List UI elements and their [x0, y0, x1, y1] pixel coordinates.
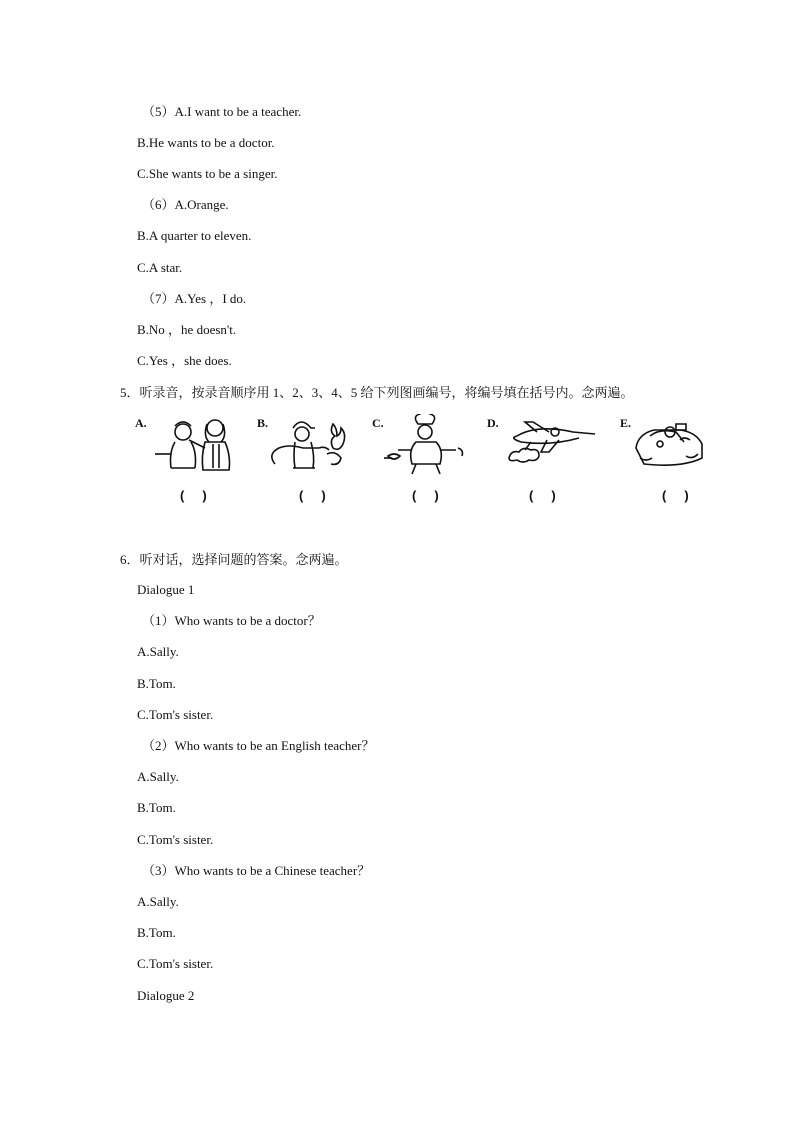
car-driver-icon: [630, 414, 710, 479]
firefighter-icon: [267, 414, 362, 479]
picture-e-answer-bracket[interactable]: ( ): [662, 488, 689, 503]
q6-q1-option-c: C.Tom's sister.: [137, 707, 214, 722]
q4-item5-option-b: B.He wants to be a doctor.: [137, 135, 275, 150]
picture-e-letter: E.: [620, 416, 632, 430]
q6-q3-option-c: C.Tom's sister.: [137, 956, 214, 971]
nurse-and-patient-icon: [145, 414, 240, 479]
picture-d: [487, 410, 597, 510]
q6-question-2: （2）Who wants to be an English teacher？: [142, 738, 375, 753]
q6-q2-option-a: A.Sally.: [137, 769, 179, 784]
q5-picture-row: [135, 410, 705, 510]
q4-item7-option-c: C.Yes ，she does.: [137, 353, 232, 368]
picture-c-answer-bracket[interactable]: ( ): [412, 488, 439, 503]
picture-d-letter: D.: [487, 416, 499, 430]
picture-e: [620, 410, 730, 510]
picture-a-answer-bracket[interactable]: ( ): [180, 488, 207, 503]
picture-c: [372, 410, 482, 510]
q6-q1-option-a: A.Sally.: [137, 644, 179, 659]
dialogue-2-heading: Dialogue 2: [137, 988, 195, 1003]
q6-q2-option-c: C.Tom's sister.: [137, 832, 214, 847]
q4-item6-option-c: C.A star.: [137, 260, 183, 275]
q4-item5-option-c: C.She wants to be a singer.: [137, 166, 278, 181]
q6-q3-option-a: A.Sally.: [137, 894, 179, 909]
q4-item7-option-a: （7）A.Yes ，I do.: [142, 291, 247, 306]
q6-q1-option-b: B.Tom.: [137, 676, 176, 691]
q5-title: 5．听录音，按录音顺序用 1、2、3、4、5 给下列图画编号，将编号填在括号内。念两遍。: [120, 385, 634, 400]
pilot-airplane-icon: [497, 414, 602, 479]
picture-b-answer-bracket[interactable]: ( ): [299, 488, 326, 503]
picture-a: [135, 410, 245, 510]
q4-item6-option-b: B.A quarter to eleven.: [137, 228, 252, 243]
q6-q2-option-b: B.Tom.: [137, 800, 176, 815]
picture-c-letter: C.: [372, 416, 384, 430]
dialogue-1-heading: Dialogue 1: [137, 582, 195, 597]
cook-icon: [382, 414, 477, 479]
picture-b-letter: B.: [257, 416, 269, 430]
picture-b: [257, 410, 367, 510]
q4-item5-option-a: （5）A.I want to be a teacher.: [142, 104, 302, 119]
q6-question-3: （3）Who wants to be a Chinese teacher？: [142, 863, 371, 878]
q4-item6-option-a: （6）A.Orange.: [142, 197, 229, 212]
picture-d-answer-bracket[interactable]: ( ): [529, 488, 556, 503]
q6-title: 6．听对话，选择问题的答案。念两遍。: [120, 552, 348, 567]
q6-question-1: （1）Who wants to be a doctor？: [142, 613, 321, 628]
picture-a-letter: A.: [135, 416, 147, 430]
q6-q3-option-b: B.Tom.: [137, 925, 176, 940]
q4-item7-option-b: B.No ，he doesn't.: [137, 322, 237, 337]
